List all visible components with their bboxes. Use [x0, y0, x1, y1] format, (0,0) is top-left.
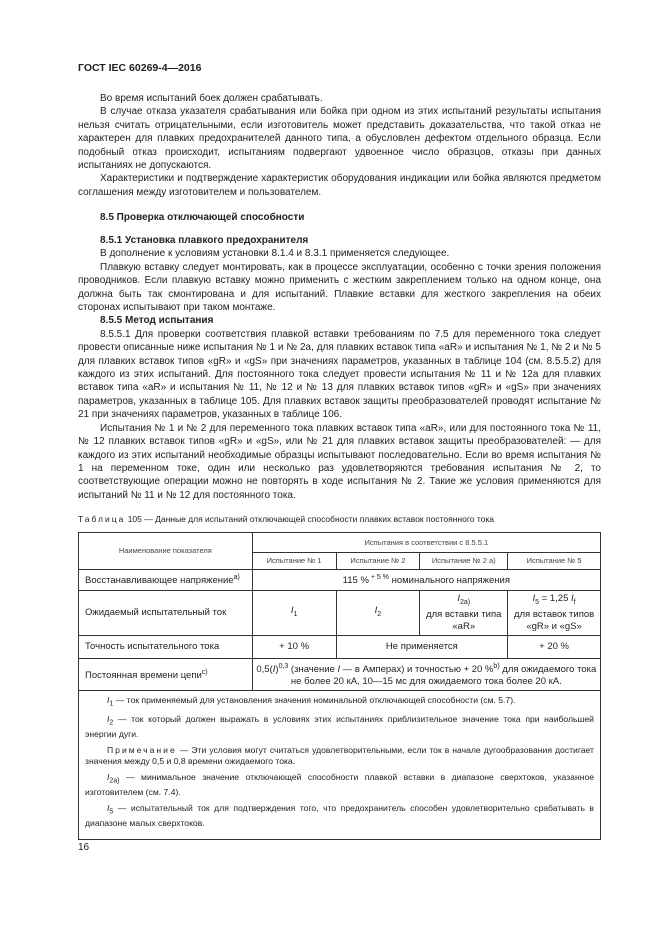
page-number: 16 [78, 842, 90, 853]
column-header: Испытание № 2 [336, 553, 420, 570]
paragraph: Во время испытаний боек должен срабатывать. [100, 93, 323, 104]
cell: + 10 % [252, 635, 336, 658]
row-label: Восстанавливающее напряжение$^{а)}$ [79, 570, 253, 591]
paragraph: Характеристики и подтверждение характеристик оборудования индикации или бойка являются предметом соглашения между изготовителем и пользователем. [78, 173, 601, 198]
row-label: Постоянная времени цепи$^{c)}$ [79, 658, 253, 690]
paragraph: Плавкую вставку следует монтировать, как в процессе эксплуатации, особенно с точки зрения положения проводников. Если плавкую вставку можно применить с жестким закреплением только на одном конце, она должна быть так смонтирована и для испытаний. Плавкие вставки для жесткого закрепления на обеих сторонах испытывают при таком монтаже. [78, 261, 601, 314]
section-heading: 8.5.1 Установка плавкого предохранителя [100, 235, 309, 246]
table-caption [78, 514, 494, 524]
table-row [79, 658, 601, 690]
table-row [79, 570, 601, 591]
column-header: Испытание № 5 [508, 553, 601, 570]
table-row [79, 591, 601, 636]
column-header: Испытание № 1 [252, 553, 336, 570]
section-heading: 8.5 Проверка отключающей способности [100, 212, 305, 223]
section-heading: 8.5.5 Метод испытания [100, 315, 214, 327]
caption-label: Таблица [78, 514, 126, 524]
document-header: ГОСТ IEC 60269-4—2016 [78, 62, 202, 74]
note: $I_{2а)}$ — минимальное значение отключающей способности плавкой вставки в диапазоне сверхтоков, указанное изготовителем (см. 7.4). [85, 771, 594, 798]
paragraph: В случае отказа указателя срабатывания или бойка при одном из этих испытаний результаты испытания нельзя считать отрицательными, если изготовитель может представить доказательства, что такой отказ не характерен для плавких предохранителей данного типа, а обусловлен дефектом отдельного образца. Если подобный отказ происходит, испытаниям подвергают удвоенное число образцов, отказы при данных испытаниях не допускаются. [78, 106, 601, 172]
table-row [79, 635, 601, 658]
note: $I_2$ — ток который должен выражать в условиях этих испытаниях приблизительное значение тока при наибольшей энергии дуги. [85, 714, 594, 740]
column-header: Испытание № 2 а) [420, 553, 508, 570]
paragraph: 8.5.5.1 Для проверки соответствия плавкой вставки требованиям по 7.5 для переменного тока следует провести описанные ниже испытания № 1 и № 2а, для плавких вставок типа «aR» и испытания № 1, № 2 и № 5 для плавких вставок типов «gR» и «gS» при значениях параметров, указанных в таблице 104 (см. 8.5.5.2) для каждого из этих испытаний. Для постоянного тока следует провести испытания № 11 и № 12а для плавких вставок типа «aR» и испытания № 11, № 12 и № 13 для плавких вставок типов «gR» и «gS» при значениях параметров, указанных в таблице 105. Для плавких вставок защиты преобразователей проводят испытание № 21 при значениях параметров, указанных в таблице 106. [78, 328, 601, 421]
section-8-5-1 [78, 234, 601, 502]
row-label: Ожидаемый испытательный ток [79, 591, 253, 636]
row-label: Точность испытательного тока [79, 635, 253, 658]
cell: $I_1$ [252, 591, 336, 636]
table-notes [79, 691, 601, 840]
note: Примечание — Эти условия могут считаться удовлетворительными, если ток в начале дугообразования достигает значения между 0,5 и 0,8 времени ожидаемого тока. [85, 744, 594, 767]
cell: $I_5 = 1,25$ $I_f$ для вставок типов «gR» и «gS» [508, 591, 601, 636]
column-header: Наименование показателя [79, 533, 253, 570]
cell: + 20 % [508, 635, 601, 658]
cell: $I_{2а)}$ для вставки типа «aR» [420, 591, 508, 636]
cell: 115 % $^{+ 5 \%}$ номинального напряжения [252, 570, 600, 591]
intro-section [78, 92, 601, 199]
cell: Не применяется [336, 635, 508, 658]
column-group-header: Испытания в соответствии с 8.5.5.1 [252, 533, 600, 553]
note: $I_1$ — ток применяемый для установления значения номинальной отключающей способности (см. 5.7). [107, 695, 516, 708]
section-8-5 [78, 211, 601, 224]
paragraph: Испытания № 1 и № 2 для переменного тока плавких вставок типа «aR», или для постоянного тока № 11, № 12 плавких вставок типов «gR» и «gS», или № 21 для плавких вставок защиты преобразователей: — для каждого из этих испытаний необходимые образцы испытывают последовательно. Если во время испытания № 1 на переменном токе, один или несколько раз удовлетворяются требования испытания № 2, то соответствующие операции можно не повторять в ходе испытания № 2. Такие же условия применяются для испытаний № 11 и № 12 для постоянного тока. [78, 422, 601, 501]
note: $I_5$ — испытательный ток для подтверждения того, что предохранитель способен удовлетворительно срабатывать в диапазоне малых сверхтоков. [85, 802, 594, 828]
caption-text: 105 — Данные для испытаний отключающей способности плавких вставок постоянного тока [125, 514, 494, 524]
data-table [78, 532, 601, 840]
cell: $I_2$ [336, 591, 420, 636]
paragraph: В дополнение к условиям установки 8.1.4 и 8.3.1 применяется следующее. [100, 248, 450, 260]
cell: $0,5(I)^{0,3}$ (значение I — в Амперах) и точностью + 20 %$^{b)}$ для ожидаемого тока не более 20 кА, 10—15 мс для ожидаемого тока более 20 кА. [252, 658, 600, 690]
